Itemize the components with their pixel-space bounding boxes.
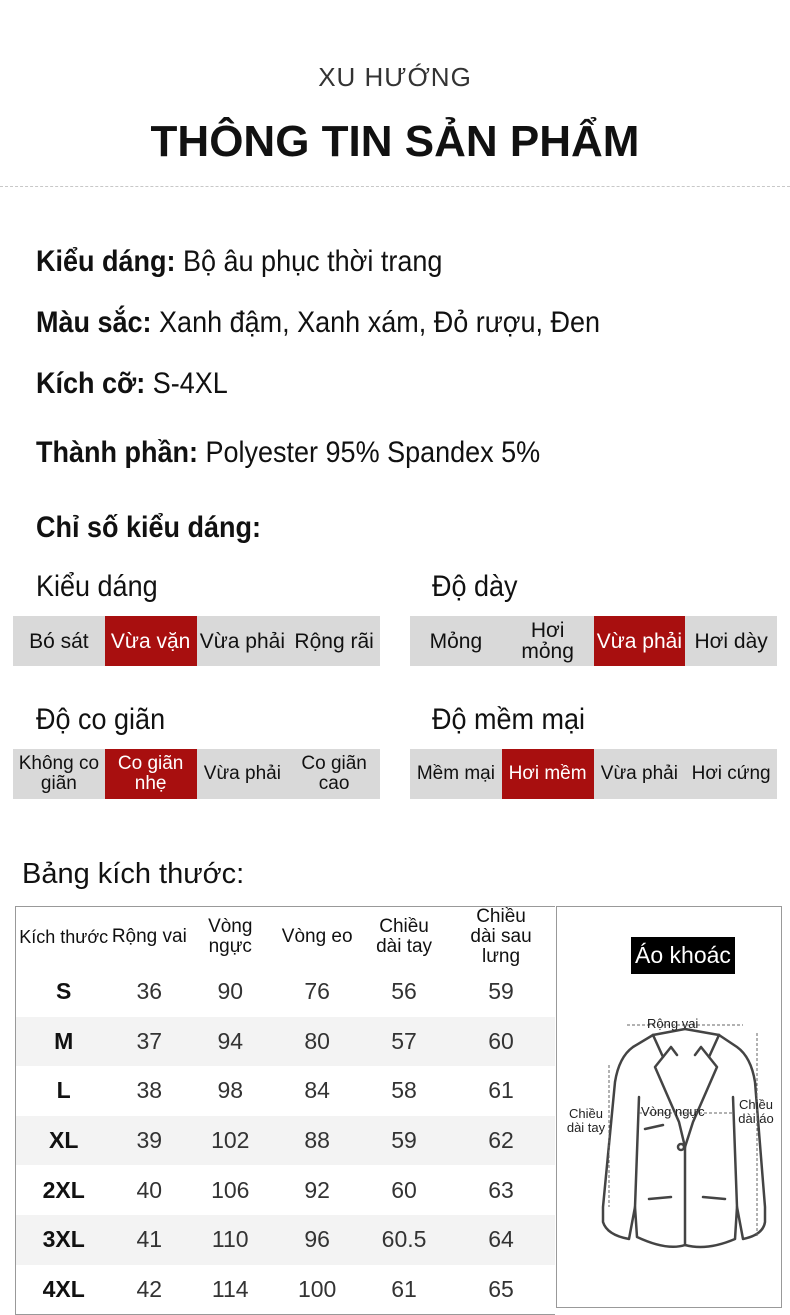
info-colors: [36, 306, 600, 340]
table-cell: 76: [304, 978, 330, 1005]
scale-thickness-label: Độ dày: [432, 570, 518, 603]
info-material-value: Polyester 95% Spandex 5%: [197, 436, 541, 469]
table-cell: 59: [488, 978, 514, 1005]
table-cell: 94: [187, 1017, 273, 1067]
table-cell: 60.5: [361, 1215, 447, 1265]
table-row: [16, 1215, 556, 1265]
header-size: Kích thước: [19, 927, 109, 947]
scale-stretch: [13, 749, 380, 799]
jacket-measurement-figure: [556, 906, 782, 1308]
label-sleeve-length: Chiều dài tay: [566, 1106, 606, 1135]
scale-stretch-label: Độ co giãn: [36, 703, 166, 736]
page-title: THÔNG TIN SẢN PHẨM: [150, 117, 640, 166]
scale-softness: [410, 749, 777, 799]
info-sizes: [36, 367, 228, 401]
info-colors-label: Màu sắc:: [36, 306, 152, 339]
table-cell: 61: [488, 1077, 514, 1104]
table-row: [16, 1165, 556, 1215]
label-shoulder-width: Rộng vai: [647, 1016, 699, 1031]
table-cell: 60: [391, 1176, 417, 1203]
table-cell: 36: [136, 978, 163, 1005]
table-cell: 106: [211, 1176, 250, 1203]
label-jacket-length: Chiều dài áo: [738, 1097, 774, 1126]
header-waist: Vòng eo: [281, 926, 353, 947]
table-cell: 42: [136, 1275, 163, 1302]
size-table-header-row: [16, 907, 556, 968]
info-sizes-label: Kích cỡ:: [36, 367, 146, 400]
table-cell: 98: [217, 1077, 244, 1104]
cell-size: L: [56, 1077, 71, 1104]
table-cell: 110: [187, 1215, 273, 1265]
table-cell: 61: [391, 1275, 417, 1302]
table-cell: 59: [361, 1116, 447, 1166]
scale-fit-option: Bó sát: [29, 629, 89, 653]
scale-fit-option: Rộng rãi: [294, 629, 374, 653]
table-cell: 63: [488, 1176, 514, 1203]
table-cell: 58: [391, 1077, 417, 1104]
table-cell: 88: [273, 1116, 361, 1166]
scale-softness-option-selected: Hơi mềm: [502, 749, 594, 799]
table-cell: 57: [361, 1017, 447, 1067]
header-sleeve: Chiều dài tay: [376, 916, 433, 957]
table-cell: 65: [488, 1275, 514, 1302]
table-row: [16, 967, 556, 1017]
scale-fit-label: Kiểu dáng: [36, 570, 158, 603]
table-cell: 64: [447, 1215, 555, 1265]
scale-fit-option: Vừa phải: [199, 629, 286, 653]
table-cell: 38: [136, 1077, 163, 1104]
table-cell: 102: [187, 1116, 273, 1166]
scale-thickness-option: Hơi mỏng: [521, 619, 574, 663]
table-cell: 39: [111, 1116, 187, 1166]
info-colors-value: Xanh đậm, Xanh xám, Đỏ rượu, Đen: [151, 306, 601, 339]
scale-thickness-option: Mỏng: [429, 629, 483, 653]
scale-softness-option: Mềm mại: [416, 763, 495, 784]
scale-fit-option-selected: Vừa vặn: [105, 616, 197, 666]
divider: [0, 186, 790, 187]
scale-thickness-option: Hơi dày: [694, 629, 768, 653]
table-row: [16, 1066, 556, 1116]
page-subtitle: XU HƯỚNG: [318, 62, 472, 92]
table-cell: 56: [391, 978, 417, 1005]
label-chest: Vòng ngực: [641, 1104, 705, 1119]
scale-stretch-option-selected: Co giãn nhẹ: [105, 749, 197, 799]
scale-softness-option: Vừa phải: [600, 763, 678, 784]
table-row: [16, 1116, 556, 1166]
table-row: [16, 1017, 556, 1067]
scale-thickness: [410, 616, 777, 666]
cell-size: XL: [16, 1116, 112, 1166]
cell-size: 4XL: [42, 1275, 85, 1302]
scale-softness-option: Hơi cứng: [691, 763, 771, 784]
scale-stretch-option: Vừa phải: [203, 763, 281, 784]
cell-size: M: [16, 1017, 112, 1067]
size-table: [15, 906, 555, 1315]
scale-fit: [13, 616, 380, 666]
size-table-title: Bảng kích thước:: [22, 858, 245, 890]
table-cell: 90: [217, 978, 244, 1005]
info-style-value: Bộ âu phục thời trang: [175, 245, 443, 278]
cell-size: S: [56, 978, 72, 1005]
header-back-length: Chiều dài sau lưng: [470, 906, 532, 967]
table-cell: 114: [211, 1275, 249, 1302]
scale-stretch-option: Co giãn cao: [301, 753, 367, 794]
table-row: [16, 1265, 556, 1315]
table-cell: 80: [273, 1017, 361, 1067]
header-shoulder: Rộng vai: [111, 926, 187, 947]
table-cell: 37: [111, 1017, 187, 1067]
table-cell: 41: [111, 1215, 187, 1265]
table-cell: 92: [304, 1176, 330, 1203]
header-chest: Vòng ngực: [208, 916, 253, 957]
table-cell: 100: [297, 1275, 337, 1302]
table-cell: 60: [447, 1017, 555, 1067]
scale-softness-label: Độ mềm mại: [432, 703, 586, 736]
table-cell: 62: [447, 1116, 555, 1166]
info-sizes-value: S-4XL: [145, 367, 228, 400]
table-cell: 96: [273, 1215, 361, 1265]
table-cell: 40: [136, 1176, 163, 1203]
info-material-label: Thành phần:: [36, 436, 198, 469]
scale-stretch-option: Không co giãn: [18, 753, 100, 794]
scale-thickness-option-selected: Vừa phải: [594, 616, 686, 666]
info-style: [36, 245, 442, 279]
info-style-label: Kiểu dáng:: [36, 245, 176, 278]
info-material: [36, 436, 540, 470]
cell-size: 3XL: [16, 1215, 112, 1265]
table-cell: 84: [304, 1077, 330, 1104]
style-index-heading: Chỉ số kiểu dáng:: [36, 511, 262, 544]
figure-title: Áo khoác: [631, 937, 735, 974]
cell-size: 2XL: [42, 1176, 85, 1203]
